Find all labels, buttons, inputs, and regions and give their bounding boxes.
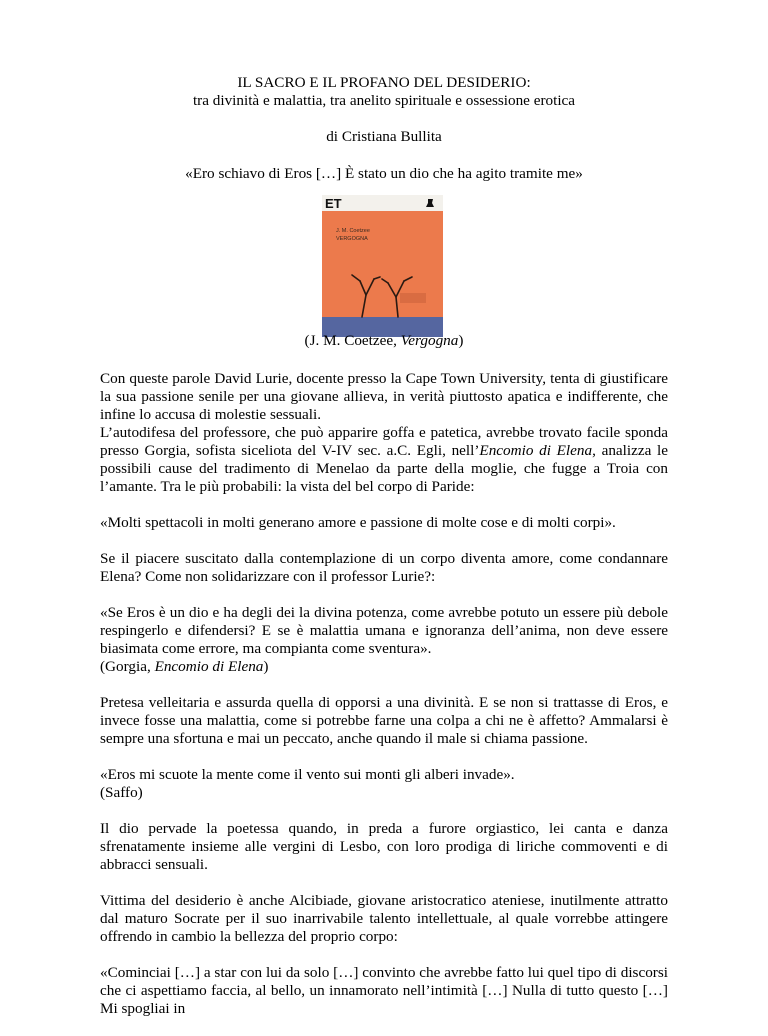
paragraph-4: Pretesa velleitaria e assurda quella di opporsi a una divinità. E se non si trattasse di Eros, e invece fosse una malattia, come si potrebbe farne una colpa a chi ne è affetto? Ammalarsi è sempre una sfortuna e mai un peccato, anche quando il male si chiama passione. <box>100 694 668 747</box>
quote-2-source-work: Encomio di Elena <box>154 658 264 675</box>
book-cover-illustration <box>322 195 443 337</box>
paragraph-2-b: , analizza le possibili cause del tradimento di Menelao da parte della moglie, che fugge a Troia con l’amante. Tra le più probabili: la vista del bel corpo di Paride: <box>100 442 668 495</box>
paragraph-2-a: L’autodifesa del professore, che può apparire goffa e patetica, avrebbe trovato facile sponda presso Gorgia, sofista siceliota del V-IV sec. a.C. Egli, nell’ <box>100 424 668 459</box>
body-text <box>100 370 668 1036</box>
image-caption <box>100 332 668 350</box>
caption-prefix: (J. M. Coetzee, <box>304 332 401 349</box>
title-block <box>100 74 668 110</box>
cover-background <box>322 195 443 337</box>
quote-2-source-suffix: ) <box>263 658 269 675</box>
paragraph-2-work: Encomio di Elena <box>479 442 593 459</box>
caption-work: Vergogna <box>400 332 459 349</box>
epigraph: «Ero schiavo di Eros […] È stato un dio che ha agito tramite me» <box>185 165 583 182</box>
caption-suffix: ) <box>458 332 464 349</box>
quote-2-text: «Se Eros è un dio e ha degli dei la divina potenza, come avrebbe potuto un essere più debole respingerlo e difendersi? E se è malattia umana e ignoranza dell’anima, non deve essere biasimata come errore, ma compianta come sventura». <box>100 604 668 657</box>
paragraph-6: Vittima del desiderio è anche Alcibiade, giovane aristocratico ateniese, inutilmente attratto dal maturo Socrate per il suo inarrivabile talento intellettuale, al quale vorrebbe attingere offrendo in cambio la bellezza del proprio corpo: <box>100 892 668 945</box>
quote-3 <box>100 766 668 802</box>
quote-1: «Molti spettacoli in molti generano amore e passione di molte cose e di molti corpi». <box>100 514 616 531</box>
book-cover-image <box>322 195 443 337</box>
cover-title: VERGOGNA <box>336 236 368 242</box>
quote-2-source-prefix: (Gorgia, <box>100 658 155 675</box>
quote-3-source: (Saffo) <box>100 784 143 801</box>
paragraph-2 <box>100 424 668 496</box>
paragraph-3: Se il piacere suscitato dalla contemplazione di un corpo diventa amore, come condannare Elena? Come non solidarizzare con il professor Lurie?: <box>100 550 668 585</box>
document-title: IL SACRO E IL PROFANO DEL DESIDERIO: <box>237 74 531 91</box>
cover-publisher-mark: ET <box>325 196 342 211</box>
cover-author: J. M. Coetzee <box>336 228 370 234</box>
quote-2 <box>100 604 668 676</box>
document-subtitle: tra divinità e malattia, tra anelito spirituale e ossessione erotica <box>192 92 576 109</box>
paragraph-5: Il dio pervade la poetessa quando, in preda a furore orgiastico, lei canta e danza sfrenatamente insieme alle vergini di Lesbo, con loro prodiga di liriche commoventi e di abbracci sensuali. <box>100 820 668 873</box>
paragraph-1: Con queste parole David Lurie, docente presso la Cape Town University, tenta di giustificare la sua passione senile per una giovane allieva, in verità piuttosto apatica e indifferente, che infine lo accusa di molestie sessuali. <box>100 370 668 423</box>
author-line: di Cristiana Bullita <box>326 128 442 145</box>
cover-blurb-box <box>400 293 426 303</box>
quote-4: «Cominciai […] a star con lui da solo […] convinto che avrebbe fatto lui quel tipo di discorsi che ci aspettiamo faccia, al bello, un innamorato nell’intimità […] Nulla di tutto questo […] Mi spogliai in <box>100 964 668 1017</box>
quote-3-text: «Eros mi scuote la mente come il vento sui monti gli alberi invade». <box>100 766 515 783</box>
